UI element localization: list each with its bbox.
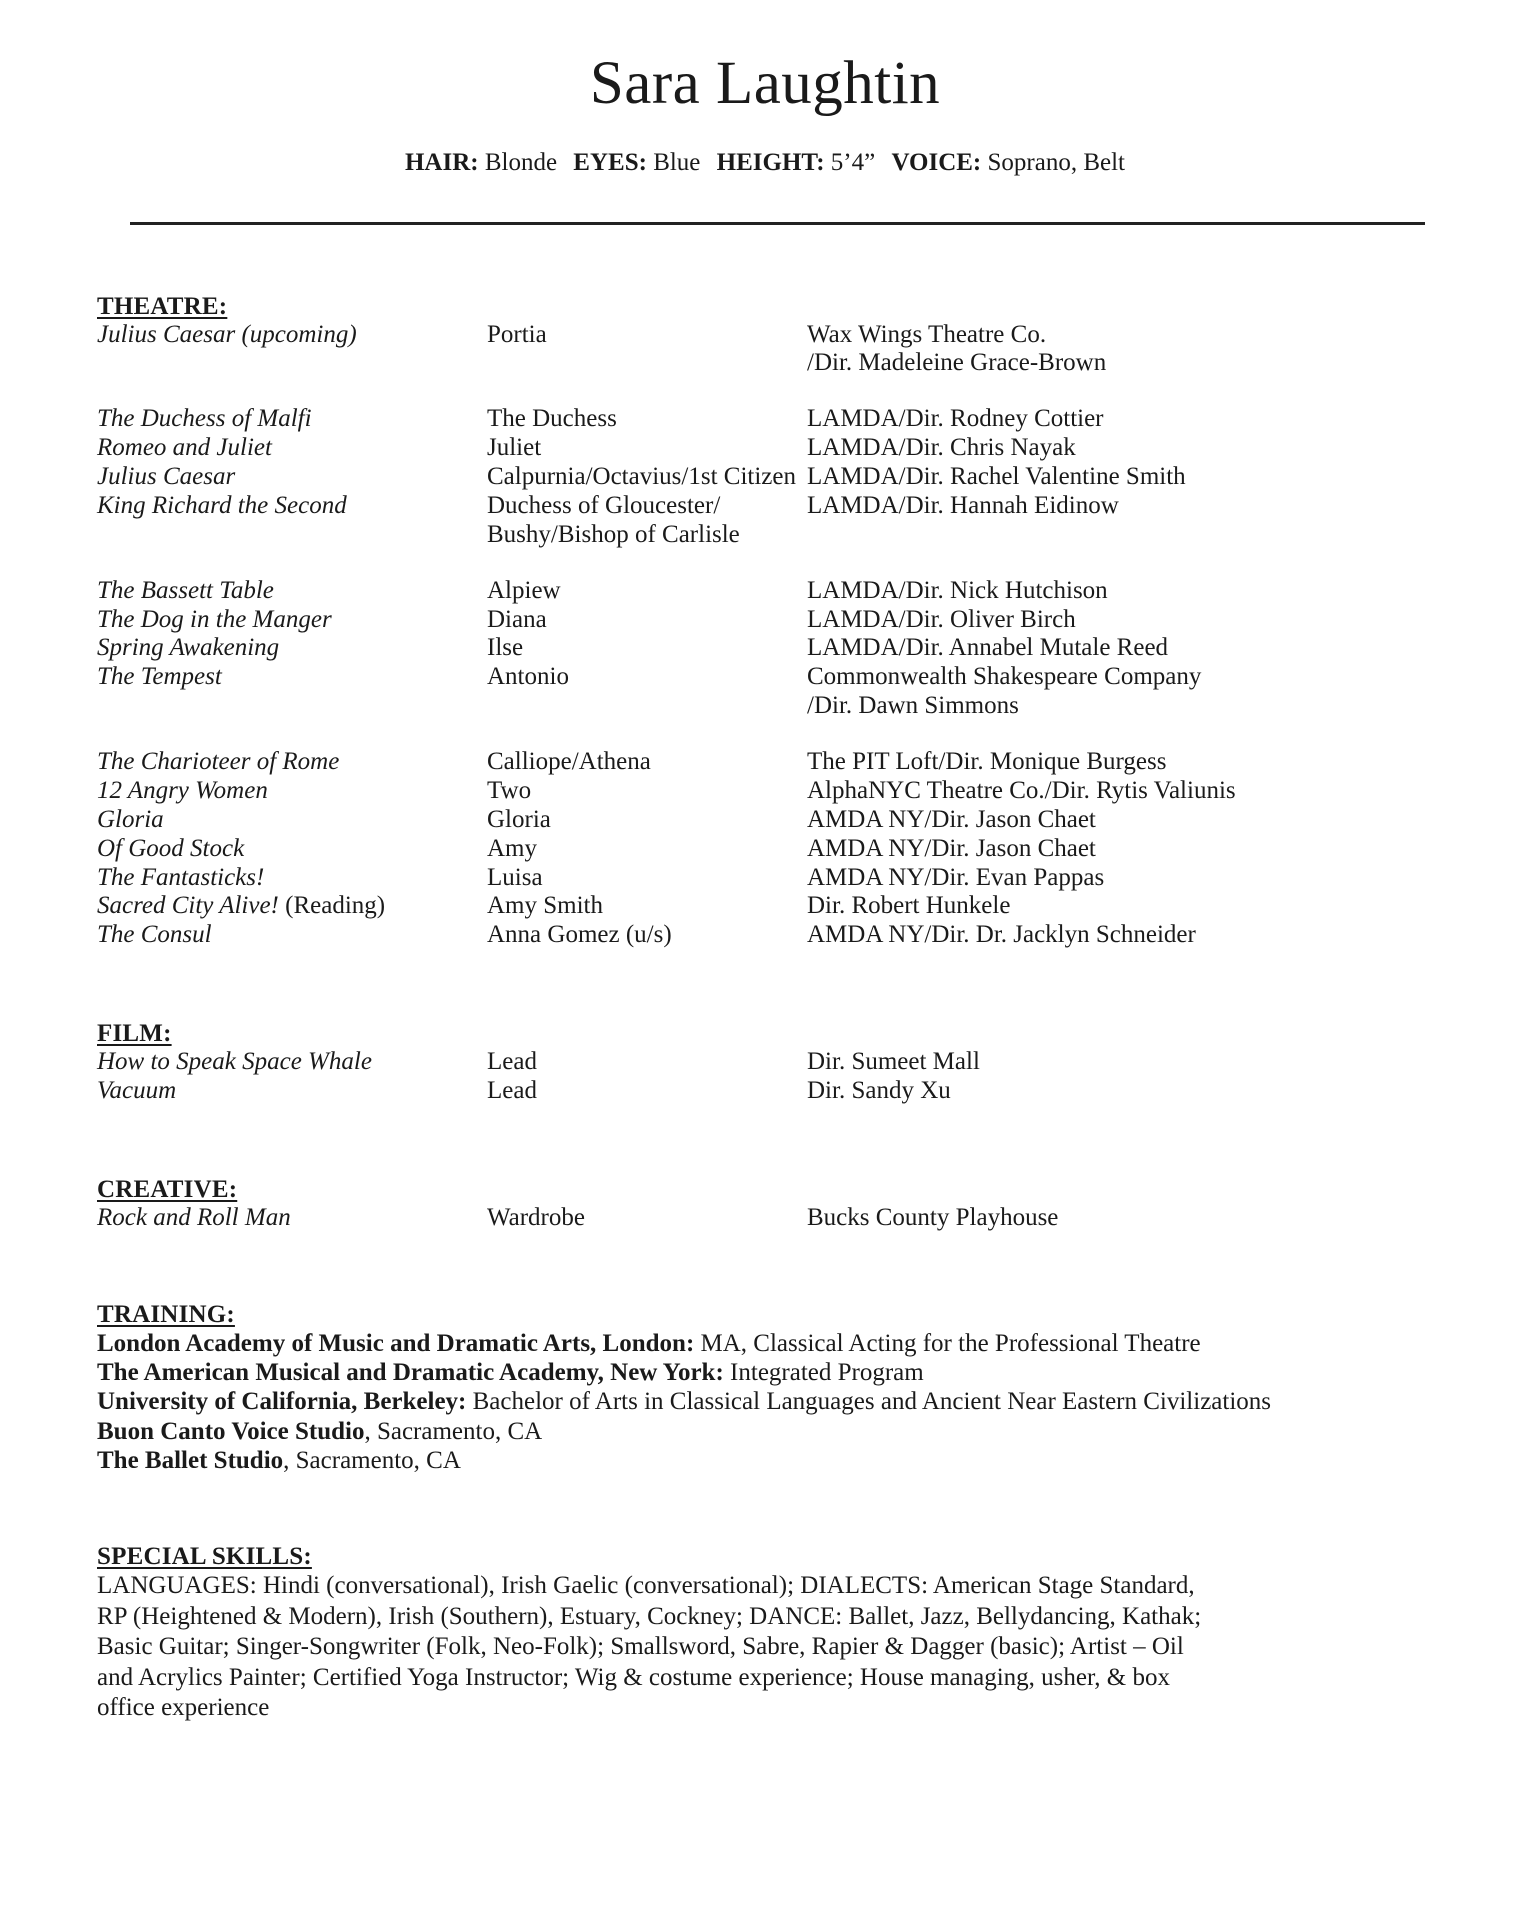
credit-show-title: Julius Caesar (upcoming) [97,320,357,348]
credit-show-title: King Richard the Second [97,491,347,519]
credit-show-title: Rock and Roll Man [97,1203,291,1231]
spacer-before-skills [97,1475,1435,1543]
training-detail: , Sacramento, CA [364,1417,543,1445]
table-row [97,1204,1435,1233]
credit-company-director: Dir. Sumeet Mall [807,1048,980,1076]
training-detail: , Sacramento, CA [283,1446,461,1474]
credit-company-director: AMDA NY/Dir. Evan Pappas [807,863,1105,891]
credit-spacer-row [97,721,1435,748]
table-row [97,1077,1435,1106]
stat-eyes-value: Blue [653,149,701,177]
stat-voice-value: Soprano, Belt [987,149,1126,177]
credit-company-director: Wax Wings Theatre Co. [807,320,1047,348]
table-row [97,606,1435,635]
credit-company-director: AlphaNYC Theatre Co./Dir. Rytis Valiunis [807,776,1236,804]
training-entry [97,1329,1435,1358]
credits-table-creative [97,1204,1435,1233]
credit-show-continuation [97,349,487,378]
training-entry [97,1387,1435,1416]
table-row-continuation [97,349,1435,378]
credit-role: Duchess of Gloucester/ [487,491,721,519]
stat-hair [405,149,557,176]
table-row [97,835,1435,864]
table-row [97,405,1435,434]
credit-spacer-row [97,550,1435,577]
credit-company-director: Commonwealth Shakespeare Company [807,663,1202,691]
stat-voice [891,149,1125,176]
table-row [97,1048,1435,1077]
credit-role-continuation: Bushy/Bishop of Carlisle [487,520,740,548]
stat-height-value: 5’4” [830,149,876,177]
credit-company-continuation [807,521,1435,550]
credit-role: Amy [487,834,537,862]
training-list [97,1329,1435,1475]
table-row [97,806,1435,835]
page-title: Sara Laughtin [589,50,941,117]
stat-eyes [573,149,700,176]
credit-company-director: LAMDA/Dir. Chris Nayak [807,434,1076,462]
table-row [97,434,1435,463]
training-entry [97,1417,1435,1446]
section-heading-film: FILM: [97,1020,172,1048]
credit-company-director: Dir. Robert Hunkele [807,892,1011,920]
section-heading-special-skills: SPECIAL SKILLS: [97,1543,312,1571]
stat-eyes-label: EYES: [573,149,647,177]
table-row [97,634,1435,663]
spacer-before-film [97,950,1435,1020]
section-heading-training: TRAINING: [97,1300,235,1328]
credit-role: Amy Smith [487,892,603,920]
credit-company-director: AMDA NY/Dir. Jason Chaet [807,805,1096,833]
table-row [97,577,1435,606]
credit-company-director: AMDA NY/Dir. Jason Chaet [807,834,1096,862]
credit-company-director: AMDA NY/Dir. Dr. Jacklyn Schneider [807,921,1196,949]
credit-show-title: The Dog in the Manger [97,605,332,633]
section-heading-theatre: THEATRE: [97,292,228,320]
credit-show-title: The Bassett Table [97,576,274,604]
credit-company-director: LAMDA/Dir. Rachel Valentine Smith [807,463,1186,491]
section-creative [97,1176,1435,1233]
section-film [97,1020,1435,1106]
credit-company-director: The PIT Loft/Dir. Monique Burgess [807,748,1167,776]
credit-show-title: The Tempest [97,663,222,691]
table-row [97,321,1435,350]
credit-role: Gloria [487,805,551,833]
credit-show-continuation [97,521,487,550]
credits-table-film [97,1048,1435,1106]
training-entry [97,1358,1435,1387]
credit-show-title: Julius Caesar [97,463,236,491]
credit-show-title: Of Good Stock [97,834,245,862]
credit-role: Alpiew [487,576,561,604]
credit-role: Ilse [487,634,524,662]
credit-role: Wardrobe [487,1203,585,1231]
physical-stats-line [0,147,1530,180]
credit-show-title: The Fantasticks! [97,863,265,891]
stat-hair-value: Blonde [484,149,558,177]
credit-show-continuation [97,692,487,721]
credit-role: Juliet [487,434,542,462]
training-entry [97,1446,1435,1475]
training-institution: London Academy of Music and Dramatic Arts, London: [97,1329,695,1357]
credit-role: Lead [487,1048,537,1076]
credit-company-continuation: /Dir. Madeleine Grace-Brown [807,349,1107,377]
training-institution: The Ballet Studio [97,1446,284,1474]
table-row [97,777,1435,806]
credits-table-theatre [97,321,1435,951]
training-detail: Bachelor of Arts in Classical Languages and Ancient Near Eastern Civilizations [466,1388,1272,1416]
table-row [97,864,1435,893]
stat-voice-label: VOICE: [891,149,982,177]
credit-role: Lead [487,1077,537,1105]
credit-role: Antonio [487,663,569,691]
credit-company-director: Dir. Sandy Xu [807,1077,951,1105]
credit-role: Calpurnia/Octavius/1st Citizen [487,463,796,491]
stat-hair-label: HAIR: [404,149,479,177]
special-skills-text: LANGUAGES: Hindi (conversational), Irish Gaelic (conversational); DIALECTS: American Stage Standard, RP (Heightened & Modern), Irish (Southern), Estuary, Cockney; DANCE: Ballet, Jazz, Bellydancing, Kathak; Basic Guitar; Singer-Songwriter (Folk, Neo-Folk); Smallsword, Sabre, Rapier & Dagger (basic); Artist – Oil and Acrylics Painter; Certified Yoga Instructor; Wig & costume experience; House managing, usher, & box office experience [97,1572,1202,1722]
credit-role: The Duchess [487,405,617,433]
credit-company-director: LAMDA/Dir. Rodney Cottier [807,405,1104,433]
credit-show-title: Sacred City Alive! (Reading) [97,892,386,920]
credit-spacer-row [97,378,1435,405]
table-row [97,492,1435,521]
credit-show-title: Romeo and Juliet [97,434,272,462]
section-special-skills [97,1543,1435,1724]
credit-company-director: LAMDA/Dir. Oliver Birch [807,605,1076,633]
stat-height [717,149,876,176]
credit-role: Anna Gomez (u/s) [487,921,672,949]
credit-role-continuation [487,692,807,721]
training-institution: University of California, Berkeley: [97,1388,467,1416]
credit-role: Portia [487,320,547,348]
table-row [97,921,1435,950]
credit-show-suffix: (Reading) [278,892,386,920]
credit-company-continuation: /Dir. Dawn Simmons [807,692,1019,720]
credit-show-title: 12 Angry Women [97,776,268,804]
table-row-continuation [97,521,1435,550]
credit-company-director: LAMDA/Dir. Nick Hutchison [807,576,1108,604]
credit-company-director: LAMDA/Dir. Hannah Eidinow [807,491,1119,519]
spacer-before-training [97,1233,1435,1301]
table-row [97,663,1435,692]
section-heading-creative: CREATIVE: [97,1175,238,1203]
spacer-before-creative [97,1106,1435,1176]
training-institution: Buon Canto Voice Studio [97,1417,365,1445]
credit-show-title: The Duchess of Malfi [97,405,312,433]
table-row-continuation [97,692,1435,721]
credit-show-title: Gloria [97,805,164,833]
credit-role-continuation [487,349,807,378]
credit-show-title: Spring Awakening [97,634,280,662]
resume-body [0,225,1530,1724]
table-row [97,748,1435,777]
credit-role: Diana [487,605,547,633]
credit-role: Luisa [487,863,543,891]
stat-height-label: HEIGHT: [716,149,825,177]
training-institution: The American Musical and Dramatic Academy, New York: [97,1359,724,1387]
training-detail: MA, Classical Acting for the Professional Theatre [694,1329,1201,1357]
credit-company-director: LAMDA/Dir. Annabel Mutale Reed [807,634,1169,662]
credit-company-director: Bucks County Playhouse [807,1203,1059,1231]
section-theatre [97,293,1435,951]
credit-show-title: Vacuum [97,1077,177,1105]
section-training [97,1301,1435,1475]
credit-role: Calliope/Athena [487,748,651,776]
credit-role: Two [487,776,532,804]
credit-show-title: The Consul [97,921,212,949]
spacer-before-theatre [97,225,1435,293]
training-detail: Integrated Program [723,1359,924,1387]
credit-show-title: How to Speak Space Whale [97,1048,372,1076]
credit-show-title: The Charioteer of Rome [97,748,340,776]
table-row [97,463,1435,492]
table-row [97,892,1435,921]
